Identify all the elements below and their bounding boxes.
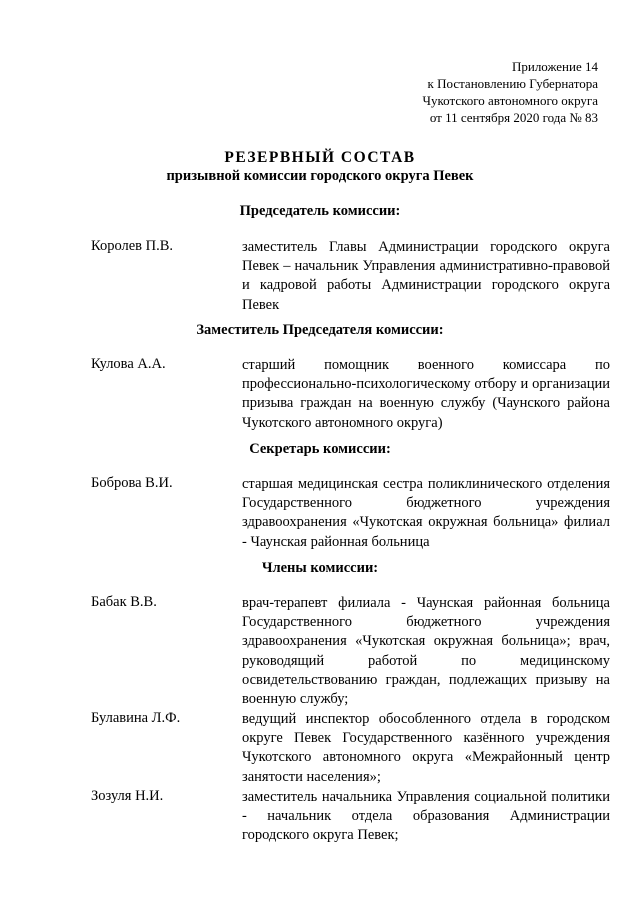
appendix-line: от 11 сентября 2020 года № 83 [429, 110, 598, 125]
members-heading: Члены комиссии: [261, 560, 379, 576]
appendix-line: Приложение 14 [511, 59, 598, 74]
document-title: РЕЗЕРВНЫЙ СОСТАВ [224, 149, 416, 166]
secretary-description: старшая медицинская сестра поликлинического отделения Государственного бюджетного учреждения здравоохранения «Чукотская окружная больница» филиал - Чаунская районная больница [242, 476, 610, 550]
secretary-heading: Секретарь комиссии: [249, 441, 391, 457]
appendix-line: Чукотского автономного округа [422, 93, 598, 108]
deputy-name: Кулова А.А. [91, 356, 166, 372]
appendix-line: к Постановлению Губернатора [427, 76, 598, 91]
member-name: Бабак В.В. [91, 594, 157, 610]
chairman-name: Королев П.В. [91, 238, 174, 254]
member-description: врач-терапевт филиала - Чаунская районная больница Государственного бюджетного учреждения здравоохранения «Чукотская окружная больница»; врач, руководящий работой по медицинскому освидетельствованию граждан, подлежащих призыву на военную службу; [242, 595, 610, 708]
document-subtitle: призывной комиссии городского округа Певек [166, 168, 474, 184]
secretary-name: Боброва В.И. [91, 475, 173, 491]
member-description: ведущий инспектор обособленного отдела в городском округе Певек Государственного казённого учреждения Чукотского автономного округа «Межрайонный центр занятости населения»; [242, 711, 610, 785]
chairman-description: заместитель Главы Администрации городского округа Певек – начальник Управления административно-правовой и кадровой работы Администрации городского округа Певек [242, 239, 610, 313]
deputy-heading: Заместитель Председателя комиссии: [196, 322, 444, 338]
chairman-heading: Председатель комиссии: [239, 203, 401, 219]
deputy-description: старший помощник военного комиссара по профессионально-психологическому отбору и организации призыва граждан на военную службу (Чаунского района Чукотского автономного округа) [242, 357, 610, 431]
member-name: Зозуля Н.И. [91, 788, 164, 804]
member-name: Булавина Л.Ф. [91, 710, 181, 726]
appendix-block [423, 58, 598, 126]
member-description: заместитель начальника Управления социальной политики - начальник отдела образования Администрации городского округа Певек; [242, 789, 610, 844]
